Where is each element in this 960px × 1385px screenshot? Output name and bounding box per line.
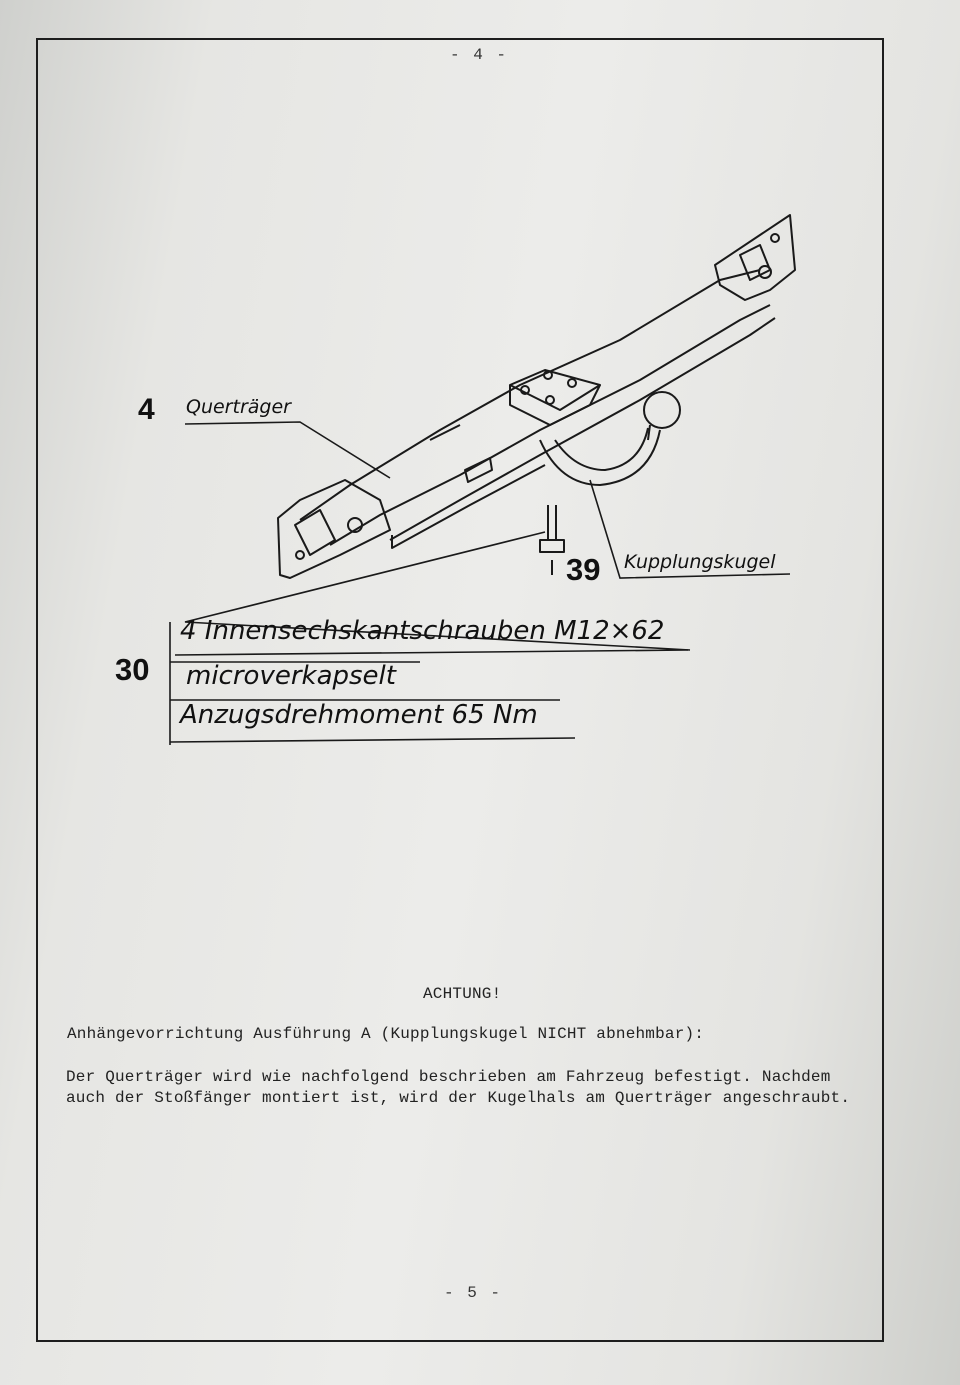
screws-torque-line: Anzugsdrehmoment 65 Nm [180, 700, 538, 730]
crossbeam-label: Querträger [186, 396, 291, 418]
notice-body-line-2: auch der Stoßfänger montiert ist, wird der Kugelhals am Querträger angeschraubt. [66, 1089, 851, 1107]
coupling-ball-label: Kupplungskugel [624, 551, 776, 573]
screws-coating-line: microverkapselt [186, 661, 396, 691]
crossbeam-callout-number: 4 [138, 393, 155, 426]
page-number-top: - 4 - [450, 46, 509, 64]
notice-heading: ACHTUNG! [423, 985, 502, 1003]
page-number-bottom: - 5 - [444, 1284, 503, 1302]
coupling-ball-callout-number: 39 [566, 552, 601, 587]
notice-subheading: Anhängevorrichtung Ausführung A (Kupplungskugel NICHT abnehmbar): [67, 1025, 705, 1043]
screws-spec-line: 4 Innensechskantschrauben M12×62 [180, 616, 665, 646]
notice-body-line-1: Der Querträger wird wie nachfolgend beschrieben am Fahrzeug befestigt. Nachdem [66, 1068, 831, 1086]
screws-callout-number: 30 [115, 652, 150, 687]
